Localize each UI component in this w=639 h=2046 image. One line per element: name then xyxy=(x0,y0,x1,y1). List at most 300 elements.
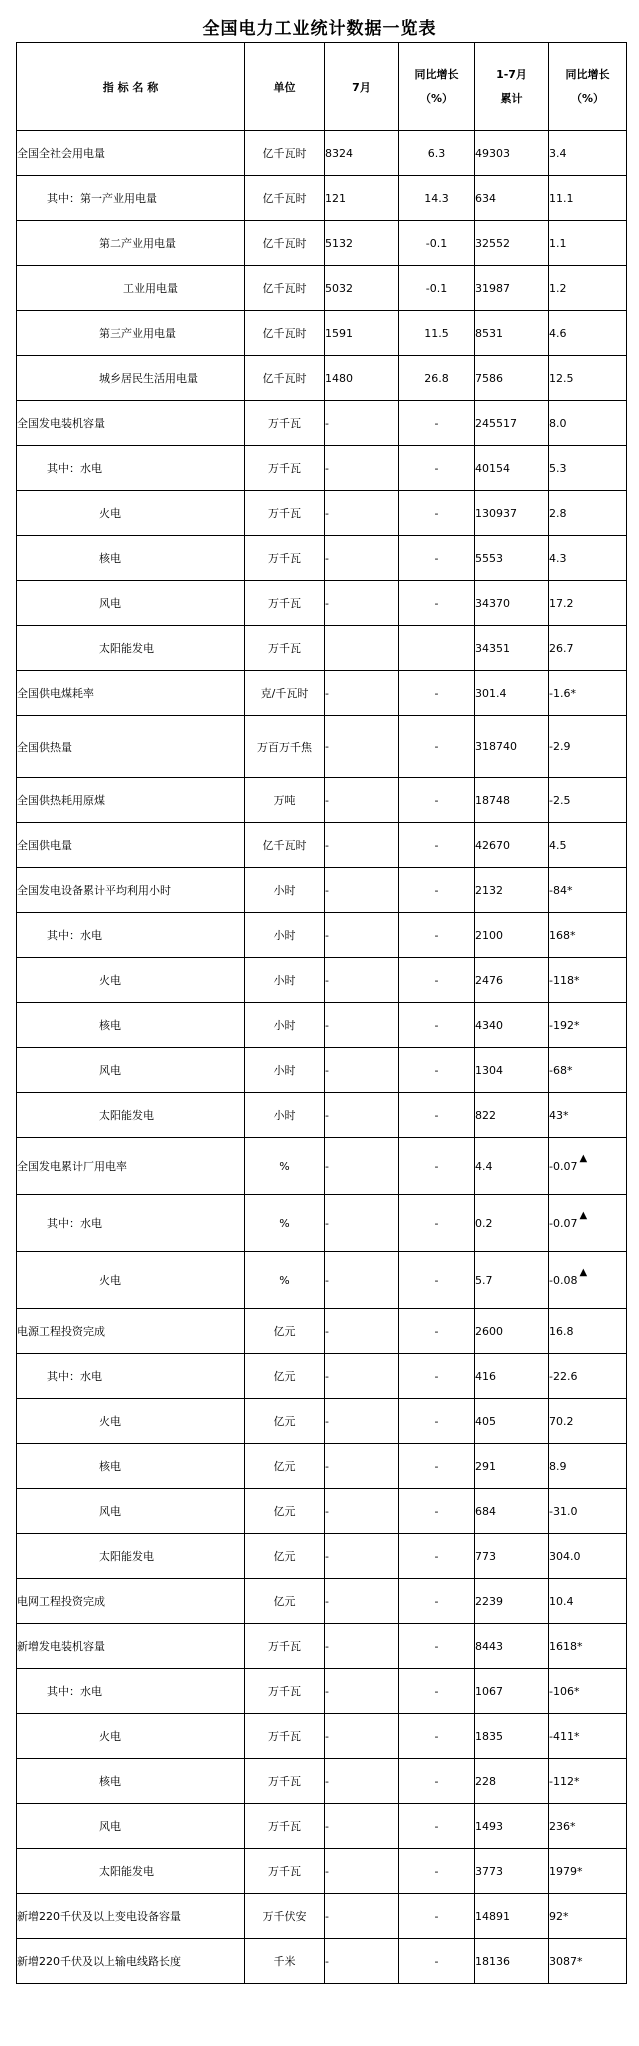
header-cumulative-line2: 累计 xyxy=(500,91,523,105)
row-cumulative xyxy=(475,1759,549,1804)
row-month-value xyxy=(325,1003,399,1048)
table-row xyxy=(17,1444,627,1489)
row-month-yoy xyxy=(399,131,475,176)
row-cumulative-yoy xyxy=(549,1534,627,1579)
row-cumulative xyxy=(475,778,549,823)
row-unit-text: 万千瓦 xyxy=(268,1685,301,1698)
row-month-value-text: - xyxy=(325,686,329,700)
row-unit-text: 万千伏安 xyxy=(262,1910,307,1923)
row-unit xyxy=(245,626,325,671)
row-cumulative-text: 405 xyxy=(475,1414,496,1428)
row-unit xyxy=(245,1195,325,1252)
row-cumulative-yoy xyxy=(549,311,627,356)
row-month-value-text: - xyxy=(325,1018,329,1032)
row-month-value-text: - xyxy=(325,793,329,807)
row-name xyxy=(17,1489,245,1534)
row-month-value-text: 1480 xyxy=(325,371,353,385)
row-cumulative-yoy-text: -192* xyxy=(549,1018,580,1032)
row-month-value xyxy=(325,1138,399,1195)
row-cumulative-yoy-text: -118* xyxy=(549,973,580,987)
table-row xyxy=(17,671,627,716)
row-name-text: 核电 xyxy=(99,1775,121,1788)
row-cumulative-text: 40154 xyxy=(475,461,510,475)
row-cumulative xyxy=(475,1093,549,1138)
row-month-yoy xyxy=(399,1309,475,1354)
row-month-yoy xyxy=(399,1444,475,1489)
row-cumulative-yoy-text: 4.6 xyxy=(549,326,567,340)
row-unit-text: 万千瓦 xyxy=(268,417,301,430)
row-unit xyxy=(245,1849,325,1894)
row-month-yoy-text: - xyxy=(434,883,439,897)
row-cumulative-yoy-text: 8.0 xyxy=(549,416,567,430)
row-name-text: 核电 xyxy=(99,1460,121,1473)
row-month-value-text: - xyxy=(325,1159,329,1173)
row-cumulative-text: 49303 xyxy=(475,146,510,160)
row-unit-text: 小时 xyxy=(273,974,296,987)
table-row xyxy=(17,176,627,221)
row-unit-text: 克/千瓦时 xyxy=(260,687,309,700)
row-cumulative-yoy xyxy=(549,266,627,311)
row-cumulative-yoy xyxy=(549,778,627,823)
row-month-value xyxy=(325,401,399,446)
row-name xyxy=(17,868,245,913)
row-unit xyxy=(245,536,325,581)
row-name xyxy=(17,1399,245,1444)
table-row xyxy=(17,913,627,958)
row-month-yoy xyxy=(399,536,475,581)
row-cumulative xyxy=(475,581,549,626)
row-name-text: 其中：水电 xyxy=(47,1370,102,1383)
row-name-text: 全国发电设备累计平均利用小时 xyxy=(17,884,171,897)
row-month-yoy xyxy=(399,446,475,491)
row-month-yoy xyxy=(399,1399,475,1444)
row-name-text: 火电 xyxy=(99,974,121,987)
row-month-yoy xyxy=(399,491,475,536)
row-unit-text: % xyxy=(279,1273,290,1287)
row-month-yoy-text: - xyxy=(434,1063,439,1077)
row-cumulative xyxy=(475,1714,549,1759)
row-cumulative-yoy-text: 304.0 xyxy=(549,1549,581,1563)
row-month-value xyxy=(325,913,399,958)
row-unit-text: 亿千瓦时 xyxy=(262,192,307,205)
row-month-value xyxy=(325,823,399,868)
row-unit-text: 亿千瓦时 xyxy=(262,237,307,250)
row-cumulative-text: 245517 xyxy=(475,416,517,430)
row-month-value xyxy=(325,1579,399,1624)
row-month-value-text: - xyxy=(325,1684,329,1698)
stats-table xyxy=(16,42,627,1984)
row-cumulative-text: 2132 xyxy=(475,883,503,897)
row-month-yoy-text: - xyxy=(434,1324,439,1338)
row-month-yoy-text: 6.3 xyxy=(427,146,446,160)
row-cumulative-text: 0.2 xyxy=(475,1216,493,1230)
row-cumulative xyxy=(475,716,549,778)
table-row xyxy=(17,1669,627,1714)
row-name-text: 电源工程投资完成 xyxy=(17,1325,105,1338)
row-cumulative-yoy-text: 3.4 xyxy=(549,146,567,160)
table-row xyxy=(17,626,627,671)
row-month-yoy-text: 26.8 xyxy=(424,371,449,385)
row-month-value xyxy=(325,176,399,221)
row-month-value-text: - xyxy=(325,838,329,852)
table-row xyxy=(17,1489,627,1534)
row-month-yoy xyxy=(399,1849,475,1894)
row-cumulative xyxy=(475,311,549,356)
row-cumulative-yoy xyxy=(549,1138,627,1195)
row-cumulative-yoy xyxy=(549,1804,627,1849)
table-row xyxy=(17,536,627,581)
table-row xyxy=(17,221,627,266)
row-cumulative-yoy-text: -31.0 xyxy=(549,1504,578,1518)
row-cumulative-yoy xyxy=(549,1354,627,1399)
row-month-yoy xyxy=(399,1534,475,1579)
row-name xyxy=(17,1309,245,1354)
row-unit-text: 万千瓦 xyxy=(268,507,301,520)
row-cumulative-yoy-text: 11.1 xyxy=(549,191,574,205)
row-cumulative-yoy xyxy=(549,1195,627,1252)
row-month-value xyxy=(325,1714,399,1759)
row-month-yoy-text: - xyxy=(434,1108,439,1122)
table-row xyxy=(17,1939,627,1984)
row-cumulative-text: 8531 xyxy=(475,326,503,340)
row-month-yoy xyxy=(399,1579,475,1624)
row-cumulative-text: 1304 xyxy=(475,1063,503,1077)
row-month-value-text: - xyxy=(325,1273,329,1287)
row-unit xyxy=(245,958,325,1003)
row-month-yoy-text: - xyxy=(434,1018,439,1032)
row-month-value xyxy=(325,958,399,1003)
row-cumulative-yoy-text: 70.2 xyxy=(549,1414,574,1428)
row-month-value xyxy=(325,311,399,356)
row-cumulative-text: 228 xyxy=(475,1774,496,1788)
row-cumulative-yoy-text: 8.9 xyxy=(549,1459,567,1473)
row-month-value xyxy=(325,626,399,671)
row-unit xyxy=(245,581,325,626)
row-month-yoy-text: - xyxy=(434,1774,439,1788)
row-unit xyxy=(245,176,325,221)
row-cumulative-yoy xyxy=(549,1939,627,1984)
row-cumulative-yoy xyxy=(549,1759,627,1804)
row-unit-text: 亿千瓦时 xyxy=(262,839,307,852)
row-month-value-text: - xyxy=(325,1819,329,1833)
row-cumulative-yoy-text: 1618* xyxy=(549,1639,583,1653)
row-month-yoy-text: - xyxy=(434,740,439,753)
header-cumulative-line1: 1-7月 xyxy=(496,67,527,81)
row-name-text: 火电 xyxy=(99,507,121,520)
row-cumulative-yoy xyxy=(549,356,627,401)
table-row xyxy=(17,1048,627,1093)
row-name xyxy=(17,536,245,581)
row-cumulative-yoy xyxy=(549,1714,627,1759)
row-month-yoy-text: - xyxy=(434,461,439,475)
row-cumulative-yoy xyxy=(549,1894,627,1939)
row-unit xyxy=(245,1669,325,1714)
row-unit-text: 万千瓦 xyxy=(268,552,301,565)
row-unit-text: 亿千瓦时 xyxy=(262,327,307,340)
page-title: 全国电力工业统计数据一览表 xyxy=(202,19,437,39)
row-month-yoy xyxy=(399,1354,475,1399)
row-name-text: 火电 xyxy=(99,1730,121,1743)
row-unit-text: 万吨 xyxy=(273,794,296,807)
row-name xyxy=(17,1354,245,1399)
row-name xyxy=(17,176,245,221)
row-unit xyxy=(245,1624,325,1669)
row-name-text: 其中：水电 xyxy=(47,1217,102,1230)
row-unit xyxy=(245,716,325,778)
row-cumulative-yoy xyxy=(549,536,627,581)
row-month-yoy-text: - xyxy=(434,686,439,700)
row-cumulative-yoy-text: 43* xyxy=(549,1108,569,1122)
row-cumulative-text: 4.4 xyxy=(475,1159,493,1173)
row-unit-text: 小时 xyxy=(273,1064,296,1077)
row-month-yoy-text: - xyxy=(434,973,439,987)
row-cumulative-yoy-text: 5.3 xyxy=(549,461,567,475)
row-unit xyxy=(245,671,325,716)
row-month-value-text: - xyxy=(325,928,329,942)
row-month-value-text: - xyxy=(325,1504,329,1518)
row-cumulative-yoy xyxy=(549,1309,627,1354)
row-name xyxy=(17,1669,245,1714)
row-month-value-text: - xyxy=(325,596,329,610)
row-month-value xyxy=(325,1849,399,1894)
row-unit xyxy=(245,913,325,958)
row-name xyxy=(17,823,245,868)
row-cumulative-text: 684 xyxy=(475,1504,496,1518)
row-cumulative-yoy-text: 26.7 xyxy=(549,641,574,655)
row-cumulative-yoy-text: 3087* xyxy=(549,1954,583,1968)
row-cumulative-yoy-text: 236* xyxy=(549,1819,576,1833)
row-name-text: 全国供热耗用原煤 xyxy=(17,794,105,807)
row-month-value xyxy=(325,266,399,311)
row-unit xyxy=(245,1759,325,1804)
row-month-yoy xyxy=(399,1489,475,1534)
row-unit xyxy=(245,1309,325,1354)
row-name xyxy=(17,1534,245,1579)
row-month-yoy xyxy=(399,716,475,778)
row-name-text: 太阳能发电 xyxy=(99,1109,154,1122)
row-month-yoy-text: - xyxy=(434,1414,439,1428)
row-cumulative-yoy-text: 16.8 xyxy=(549,1324,574,1338)
row-name-text: 工业用电量 xyxy=(123,282,178,295)
row-name xyxy=(17,311,245,356)
row-month-yoy-text: 11.5 xyxy=(424,326,449,340)
row-month-value xyxy=(325,1804,399,1849)
row-cumulative xyxy=(475,1354,549,1399)
row-unit xyxy=(245,221,325,266)
row-cumulative xyxy=(475,671,549,716)
row-month-value xyxy=(325,1252,399,1309)
row-cumulative xyxy=(475,1489,549,1534)
header-month: 7月 xyxy=(325,43,399,131)
row-cumulative xyxy=(475,491,549,536)
row-cumulative xyxy=(475,913,549,958)
row-month-yoy-text: - xyxy=(434,1909,439,1923)
row-cumulative xyxy=(475,221,549,266)
row-cumulative xyxy=(475,1579,549,1624)
row-cumulative xyxy=(475,1399,549,1444)
row-month-value xyxy=(325,1489,399,1534)
table-row xyxy=(17,446,627,491)
row-name-text: 城乡居民生活用电量 xyxy=(99,372,198,385)
row-name-text: 新增发电装机容量 xyxy=(17,1640,105,1653)
row-month-value-text: - xyxy=(325,1909,329,1923)
row-unit-text: % xyxy=(279,1159,290,1173)
row-name-text: 核电 xyxy=(99,552,121,565)
table-row xyxy=(17,1534,627,1579)
row-month-value xyxy=(325,1048,399,1093)
row-cumulative-yoy xyxy=(549,1093,627,1138)
row-unit xyxy=(245,401,325,446)
row-cumulative xyxy=(475,823,549,868)
row-cumulative-text: 2600 xyxy=(475,1324,503,1338)
row-unit-text: 小时 xyxy=(273,884,296,897)
row-name-text: 电网工程投资完成 xyxy=(17,1595,105,1608)
row-cumulative xyxy=(475,1939,549,1984)
row-name-text: 全国供热量 xyxy=(17,740,72,754)
row-name xyxy=(17,1894,245,1939)
row-month-value xyxy=(325,1534,399,1579)
row-cumulative xyxy=(475,1003,549,1048)
row-cumulative-text: 4340 xyxy=(475,1018,503,1032)
row-name xyxy=(17,671,245,716)
table-row xyxy=(17,491,627,536)
row-month-value-text: - xyxy=(325,1639,329,1653)
row-month-value-text: - xyxy=(325,883,329,897)
row-month-yoy xyxy=(399,1252,475,1309)
header-unit: 单位 xyxy=(245,43,325,131)
row-month-yoy-text: - xyxy=(434,1729,439,1743)
row-name xyxy=(17,1252,245,1309)
row-cumulative-text: 2476 xyxy=(475,973,503,987)
row-cumulative-yoy-text: 12.5 xyxy=(549,371,574,385)
row-month-value-text: - xyxy=(325,1864,329,1878)
row-name xyxy=(17,581,245,626)
row-cumulative xyxy=(475,401,549,446)
row-unit-text: 万千瓦 xyxy=(268,642,301,655)
row-month-yoy-text: - xyxy=(434,1684,439,1698)
row-cumulative-yoy xyxy=(549,1444,627,1489)
row-name xyxy=(17,716,245,778)
table-row xyxy=(17,1579,627,1624)
row-name xyxy=(17,913,245,958)
row-cumulative-yoy-text: 1.1 xyxy=(549,236,567,250)
row-unit xyxy=(245,1489,325,1534)
row-cumulative xyxy=(475,446,549,491)
row-name xyxy=(17,958,245,1003)
row-unit-text: 万千瓦 xyxy=(268,1865,301,1878)
row-cumulative xyxy=(475,1252,549,1309)
row-unit xyxy=(245,1399,325,1444)
row-month-yoy xyxy=(399,1939,475,1984)
header-yoy-cumulative-line2: （%） xyxy=(570,91,605,105)
row-month-yoy xyxy=(399,823,475,868)
row-month-yoy xyxy=(399,401,475,446)
row-cumulative-text: 773 xyxy=(475,1549,496,1563)
row-cumulative-yoy-text: 4.3 xyxy=(549,551,567,565)
row-month-yoy xyxy=(399,1804,475,1849)
row-month-yoy xyxy=(399,1669,475,1714)
row-month-yoy xyxy=(399,1048,475,1093)
row-cumulative-text: 34370 xyxy=(475,596,510,610)
row-cumulative-yoy-text: -84* xyxy=(549,883,573,897)
row-cumulative-text: 7586 xyxy=(475,371,503,385)
row-month-yoy-text: - xyxy=(434,551,439,565)
row-month-yoy-text: - xyxy=(434,1639,439,1653)
row-name xyxy=(17,1714,245,1759)
row-month-value xyxy=(325,868,399,913)
row-cumulative xyxy=(475,266,549,311)
row-cumulative-text: 416 xyxy=(475,1369,496,1383)
row-name-text: 风电 xyxy=(99,1064,121,1077)
row-name xyxy=(17,778,245,823)
row-unit-text: 亿元 xyxy=(273,1505,296,1518)
row-cumulative-text: 822 xyxy=(475,1108,496,1122)
row-cumulative-yoy-text: -22.6 xyxy=(549,1369,578,1383)
row-cumulative-yoy xyxy=(549,913,627,958)
row-month-value-text: 5032 xyxy=(325,281,353,295)
row-unit xyxy=(245,446,325,491)
row-name xyxy=(17,1048,245,1093)
row-name xyxy=(17,491,245,536)
row-month-value-text: - xyxy=(325,1063,329,1077)
row-unit xyxy=(245,1354,325,1399)
row-month-yoy xyxy=(399,1093,475,1138)
row-unit-text: 亿千瓦时 xyxy=(262,282,307,295)
row-cumulative-yoy xyxy=(549,1624,627,1669)
row-month-yoy-text: 14.3 xyxy=(424,191,449,205)
row-month-yoy xyxy=(399,176,475,221)
row-cumulative-yoy-text: 2.8 xyxy=(549,506,567,520)
table-row xyxy=(17,823,627,868)
row-month-yoy-text: - xyxy=(434,1216,439,1230)
row-month-yoy-text: - xyxy=(434,838,439,852)
table-row xyxy=(17,1849,627,1894)
row-name-text: 火电 xyxy=(99,1274,121,1287)
row-name xyxy=(17,446,245,491)
row-month-yoy-text: -0.1 xyxy=(425,281,448,295)
row-cumulative-yoy xyxy=(549,823,627,868)
row-month-yoy-text: - xyxy=(434,1459,439,1473)
row-unit xyxy=(245,1252,325,1309)
row-cumulative-yoy xyxy=(549,958,627,1003)
header-yoy-cumulative-line1: 同比增长 xyxy=(565,67,610,81)
row-month-yoy-text: - xyxy=(434,1369,439,1383)
row-name-text: 太阳能发电 xyxy=(99,1865,154,1878)
row-cumulative-yoy xyxy=(549,868,627,913)
row-month-yoy-text: - xyxy=(434,793,439,807)
row-name xyxy=(17,1003,245,1048)
row-unit-text: 亿元 xyxy=(273,1550,296,1563)
row-cumulative-text: 18748 xyxy=(475,793,510,807)
row-month-value-text: - xyxy=(325,1216,329,1230)
row-cumulative-yoy-text: -1.6* xyxy=(549,686,576,700)
row-month-value xyxy=(325,536,399,581)
row-cumulative xyxy=(475,1849,549,1894)
header-yoy-month-line2: （%） xyxy=(419,91,454,105)
row-cumulative-yoy-text: -0.07 xyxy=(549,1216,578,1230)
table-row xyxy=(17,1252,627,1309)
row-name-text: 太阳能发电 xyxy=(99,1550,154,1563)
table-row xyxy=(17,1759,627,1804)
table-row xyxy=(17,266,627,311)
row-month-value xyxy=(325,1354,399,1399)
row-cumulative xyxy=(475,536,549,581)
row-unit xyxy=(245,311,325,356)
row-month-value xyxy=(325,1093,399,1138)
row-month-yoy-text: - xyxy=(434,1159,439,1173)
row-cumulative xyxy=(475,868,549,913)
row-month-value xyxy=(325,716,399,778)
